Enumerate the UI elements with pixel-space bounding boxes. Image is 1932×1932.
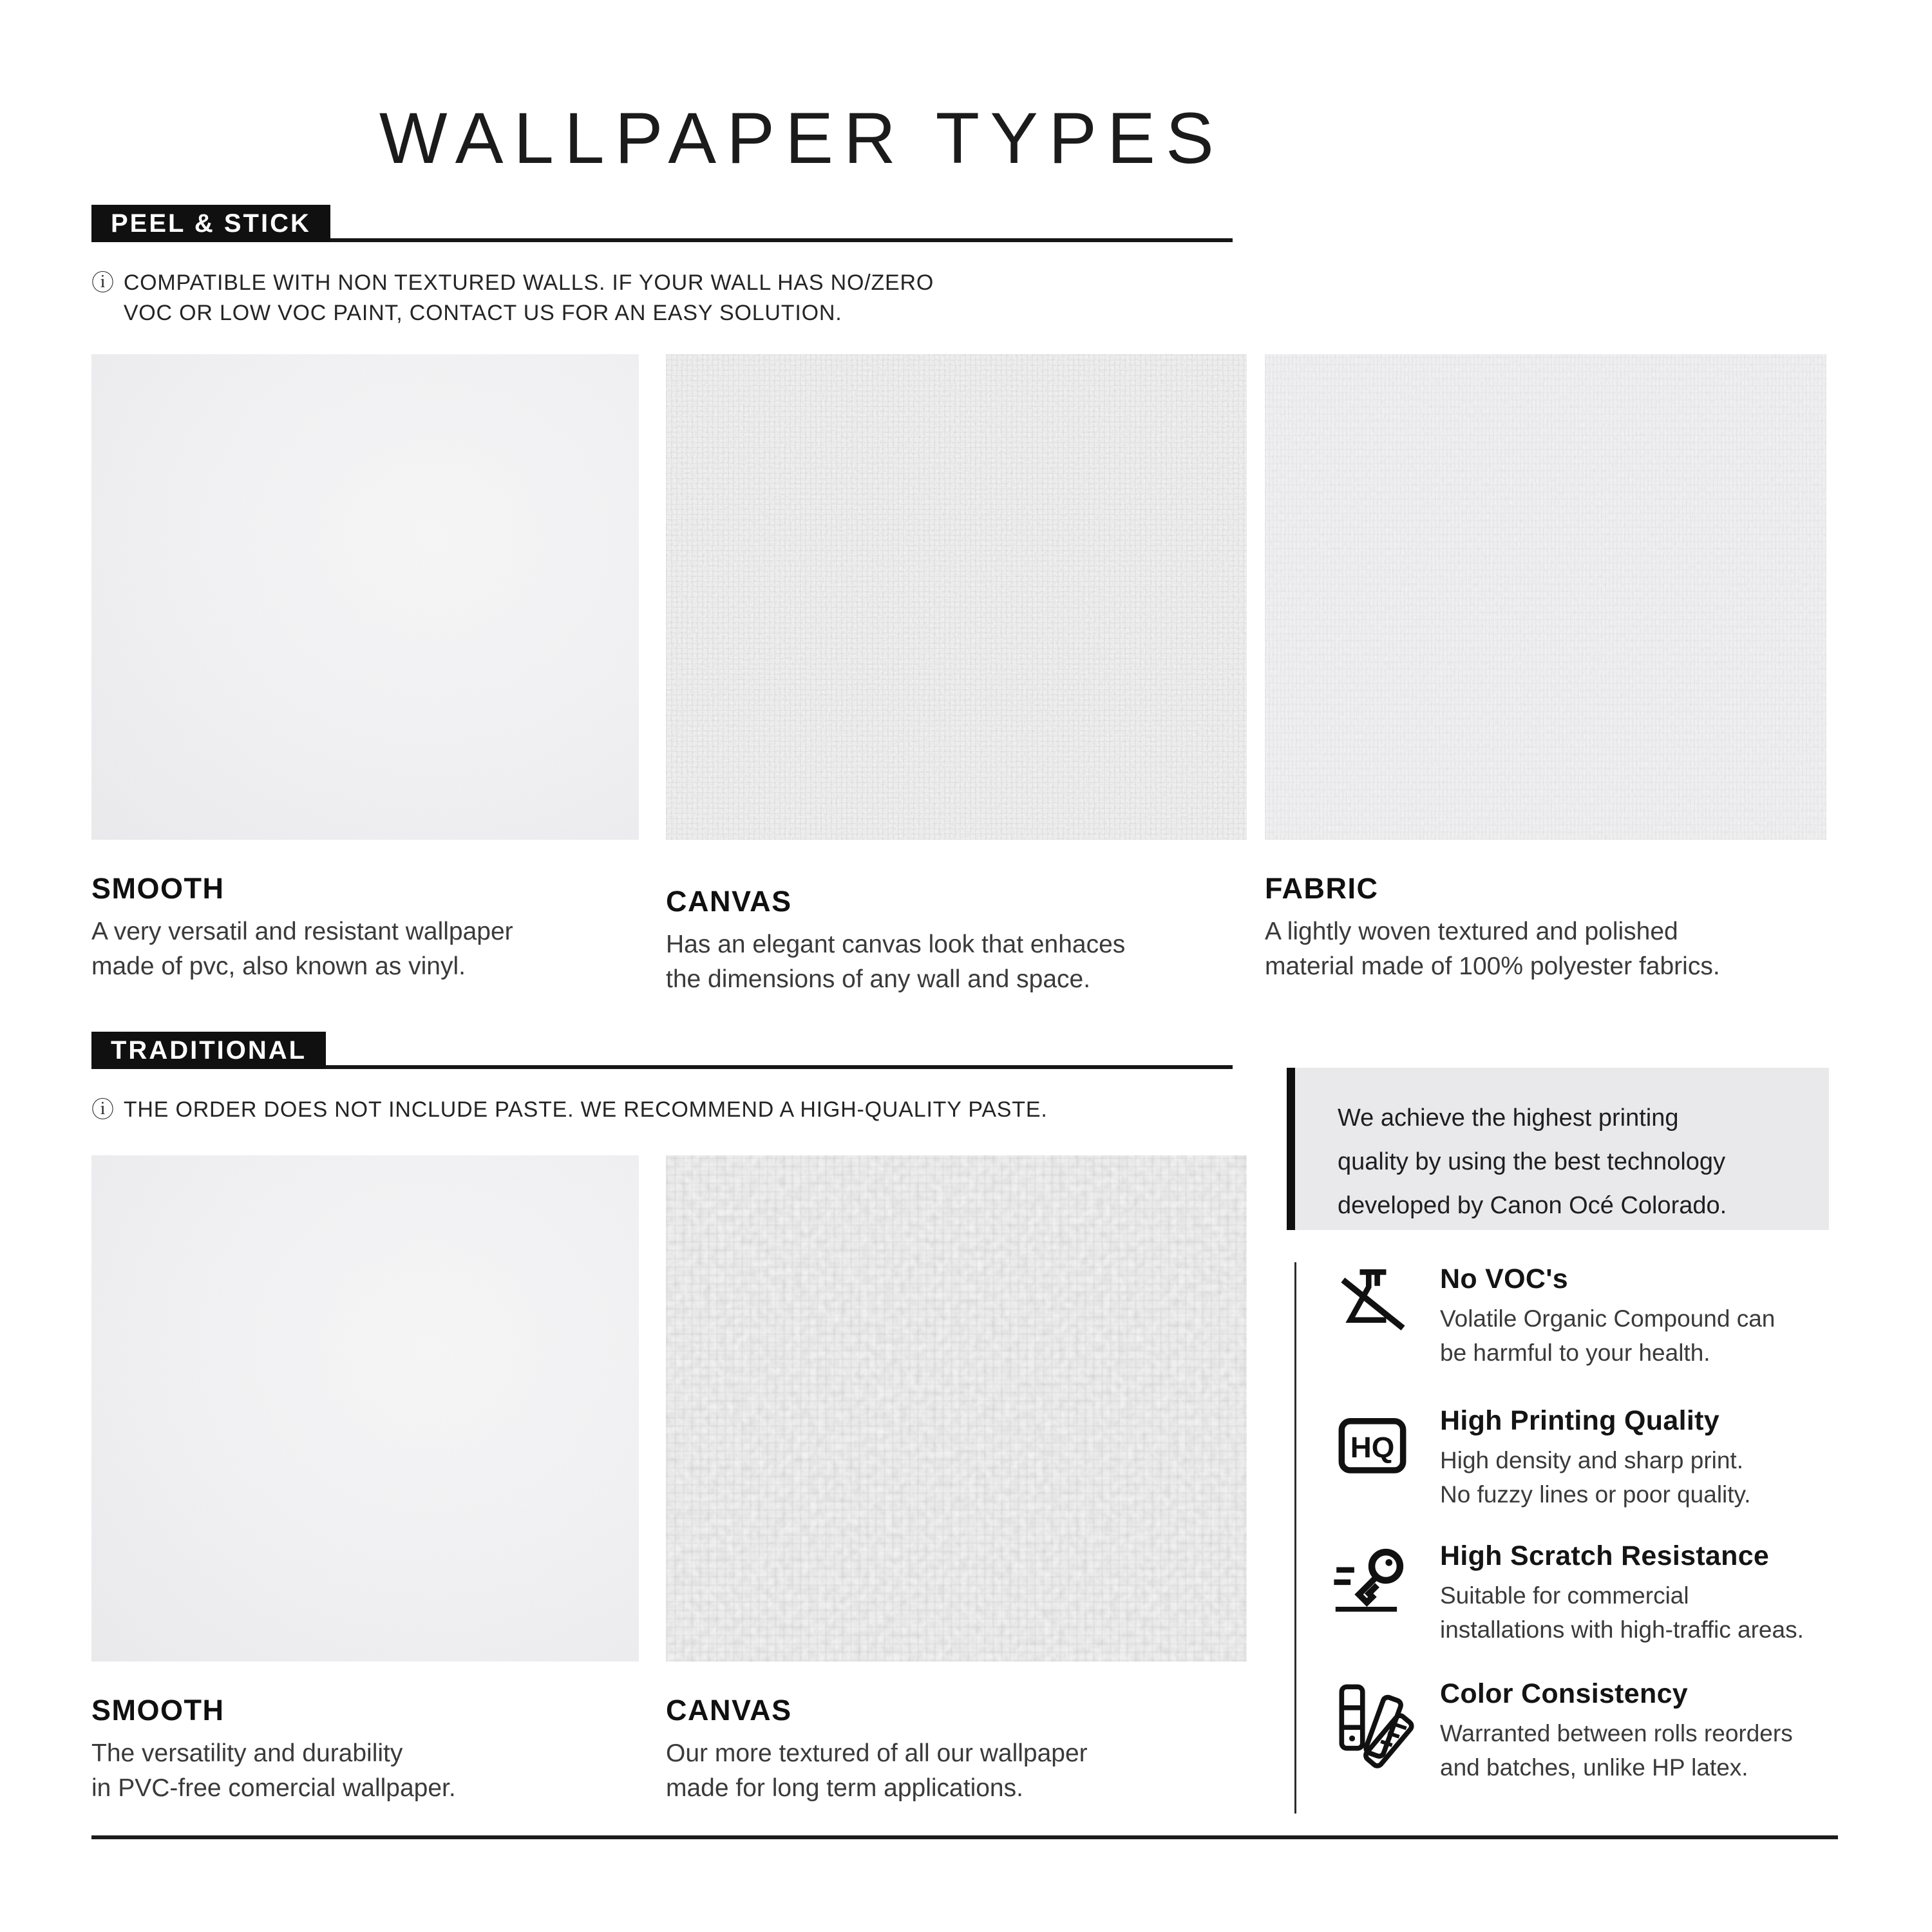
desc-line: be harmful to your health. (1440, 1340, 1710, 1366)
feature-high-printing-quality (1333, 1405, 1843, 1511)
info-icon: ⓘ (91, 1097, 115, 1122)
bottom-rule (91, 1835, 1838, 1839)
desc-line: Has an elegant canvas look that enhaces (666, 931, 1126, 958)
feature-title: Color Consistency (1440, 1678, 1689, 1709)
hq-label: HQ (1350, 1431, 1395, 1464)
desc-line: Suitable for commercial (1440, 1582, 1689, 1609)
traditional-smooth-column (91, 1155, 639, 1806)
desc-line: A very versatil and resistant wallpaper (91, 918, 513, 945)
info-icon: ⓘ (91, 270, 115, 296)
traditional-note-text (124, 1095, 1048, 1125)
color-swatches-icon (1333, 1678, 1412, 1757)
quote-line: developed by Canon Océ Colorado. (1338, 1192, 1727, 1219)
swatch-description (91, 1736, 639, 1806)
desc-line: Our more textured of all our wallpaper (666, 1739, 1088, 1767)
canvas-texture-swatch (666, 354, 1247, 840)
desc-line: A lightly woven textured and polished (1265, 918, 1678, 945)
feature-description (1440, 1716, 1793, 1785)
feature-title: No VOC's (1440, 1264, 1568, 1294)
swatch-description (666, 927, 1247, 997)
peel-stick-fabric-column (1265, 354, 1826, 984)
texture-noise (91, 1155, 639, 1662)
desc-line: material made of 100% polyester fabrics. (1265, 952, 1720, 980)
traditional-badge: TRADITIONAL (91, 1032, 326, 1069)
desc-line: Volatile Organic Compound can (1440, 1305, 1776, 1332)
desc-line: Warranted between rolls reorders (1440, 1720, 1793, 1747)
peel-stick-note (91, 268, 934, 328)
desc-line: installations with high-traffic areas. (1440, 1616, 1804, 1643)
desc-line: No fuzzy lines or poor quality. (1440, 1481, 1751, 1508)
desc-line: made of pvc, also known as vinyl. (91, 952, 466, 980)
feature-no-vocs (1333, 1264, 1843, 1370)
quote-line: We achieve the highest printing (1338, 1104, 1679, 1132)
key-scratch-icon (1333, 1540, 1412, 1619)
desc-line: High density and sharp print. (1440, 1447, 1743, 1473)
traditional-canvas-column (666, 1155, 1247, 1806)
swatch-name: FABRIC (1265, 872, 1379, 905)
smooth-texture-swatch (91, 1155, 639, 1662)
feature-description (1440, 1443, 1751, 1511)
peel-stick-smooth-column (91, 354, 639, 984)
texture-noise (666, 354, 1247, 840)
feature-description (1440, 1302, 1775, 1370)
desc-line: in PVC-free comercial wallpaper. (91, 1774, 456, 1802)
feature-high-scratch-resistance (1333, 1540, 1843, 1647)
swatch-description (1265, 914, 1826, 984)
feature-title: High Printing Quality (1440, 1405, 1719, 1436)
feature-title: High Scratch Resistance (1440, 1540, 1770, 1571)
desc-line: and batches, unlike HP latex. (1440, 1754, 1748, 1781)
texture-noise (666, 1155, 1247, 1662)
texture-noise (91, 354, 639, 840)
feature-color-consistency (1333, 1678, 1843, 1785)
quote-line: quality by using the best technology (1338, 1148, 1726, 1175)
feature-text (1440, 1264, 1775, 1370)
peel-stick-canvas-column (666, 354, 1247, 997)
canvas-texture-swatch (666, 1155, 1247, 1662)
traditional-note (91, 1095, 1048, 1125)
desc-line: The versatility and durability (91, 1739, 403, 1767)
swatch-name: SMOOTH (91, 872, 225, 905)
hq-badge-icon (1333, 1405, 1412, 1484)
swatch-description (91, 914, 639, 984)
feature-text (1440, 1405, 1751, 1511)
desc-line: made for long term applications. (666, 1774, 1023, 1802)
printing-quality-quote-box (1287, 1068, 1829, 1230)
note-line: COMPATIBLE WITH NON TEXTURED WALLS. IF YOUR WALL HAS NO/ZERO (123, 270, 934, 295)
feature-description (1440, 1578, 1804, 1647)
swatch-name: CANVAS (666, 1694, 792, 1727)
note-line: THE ORDER DOES NOT INCLUDE PASTE. WE RECOMMEND A HIGH-QUALITY PASTE. (123, 1097, 1048, 1122)
features-divider-line (1294, 1262, 1296, 1814)
fabric-texture-swatch (1265, 354, 1826, 840)
swatch-description (666, 1736, 1247, 1806)
peel-stick-note-text (124, 268, 934, 328)
no-voc-flask-icon (1333, 1264, 1412, 1342)
desc-line: the dimensions of any wall and space. (666, 965, 1091, 993)
swatch-name: CANVAS (666, 885, 792, 918)
texture-noise (1265, 354, 1826, 840)
smooth-texture-swatch (91, 354, 639, 840)
peel-stick-badge: PEEL & STICK (91, 205, 330, 242)
note-line: VOC OR LOW VOC PAINT, CONTACT US FOR AN EASY SOLUTION. (123, 301, 842, 325)
page-title: WALLPAPER TYPES (379, 98, 1225, 178)
feature-text (1440, 1678, 1793, 1785)
feature-text (1440, 1540, 1804, 1647)
swatch-name: SMOOTH (91, 1694, 225, 1727)
